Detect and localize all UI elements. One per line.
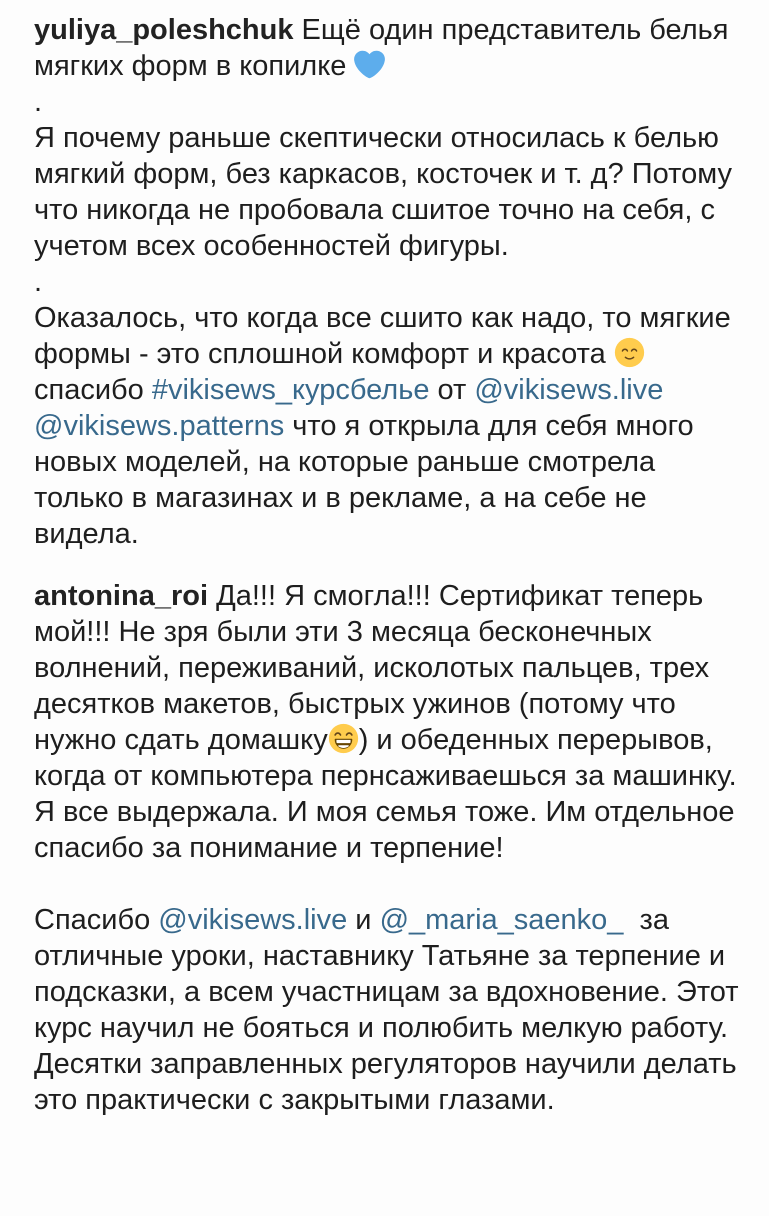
comment-text: Спасибо — [34, 904, 159, 936]
comment-text: . — [34, 86, 43, 118]
relieved-face-emoji — [614, 337, 645, 368]
comment-text: ) и обеденных перерывов, когда от компьютера пернсаживаешься за машинку. Я все выдержала. И моя семья тоже. Им отдельное спасибо за понимание и терпение! — [34, 724, 737, 864]
comment-text: от — [429, 374, 475, 406]
username-link[interactable]: antonina_roi — [34, 580, 209, 612]
comment-paragraph — [34, 264, 745, 300]
comment-text: Ещё один представитель белья мягких форм в копилке — [34, 14, 729, 82]
comment-text: Я почему раньше скептически относилась к белью мягкий форм, без каркасов, косточек и т. д? Потому что никогда не пробовала сшитое точно на себя, с учетом всех особенностей фигуры. — [34, 122, 732, 262]
comment-paragraph — [34, 578, 745, 866]
username-link[interactable]: yuliya_poleshchuk — [34, 14, 294, 46]
blue-heart-emoji — [354, 49, 385, 80]
mention-link[interactable]: @_maria_saenko_ — [379, 904, 624, 936]
comment-paragraph — [34, 300, 745, 552]
mention-link[interactable]: @vikisews.live — [474, 374, 664, 406]
beaming-face-emoji — [328, 723, 359, 754]
comment-text: за отличные уроки, наставнику Татьяне за терпение и подсказки, а всем участницам за вдохновение. Этот курс научил не бояться и полюбить мелкую работу. Десятки заправленных регуляторов научили делать это практически с закрытыми глазами. — [34, 904, 739, 1116]
mention-link[interactable]: @vikisews.live — [158, 904, 348, 936]
comment — [34, 578, 745, 1118]
comment — [34, 12, 745, 552]
comment-text: что я открыла для себя много новых моделей, на которые раньше смотрела только в магазинах и в рекламе, а на себе не видела. — [34, 410, 694, 550]
comment-text: Оказалось, что когда все сшито как надо, то мягкие формы - это сплошной комфорт и красота — [34, 302, 731, 370]
comment-paragraph — [34, 120, 745, 264]
comment-paragraph — [34, 902, 745, 1118]
comment-paragraph — [34, 84, 745, 120]
comment-text: спасибо — [34, 374, 152, 406]
comment-paragraph — [34, 12, 745, 84]
comment-text: . — [34, 266, 43, 298]
mention-link[interactable]: @vikisews.patterns — [34, 410, 285, 442]
comment-text: и — [347, 904, 380, 936]
comment-text: Да!!! Я смогла!!! Сертификат теперь мой!!! Не зря были эти 3 месяца бесконечных волнений, переживаний, исколотых пальцев, трех десятков макетов, быстрых ужинов (потому что нужно сдать домашку — [34, 580, 710, 756]
hashtag-link[interactable]: #vikisews_курсбелье — [151, 374, 430, 406]
